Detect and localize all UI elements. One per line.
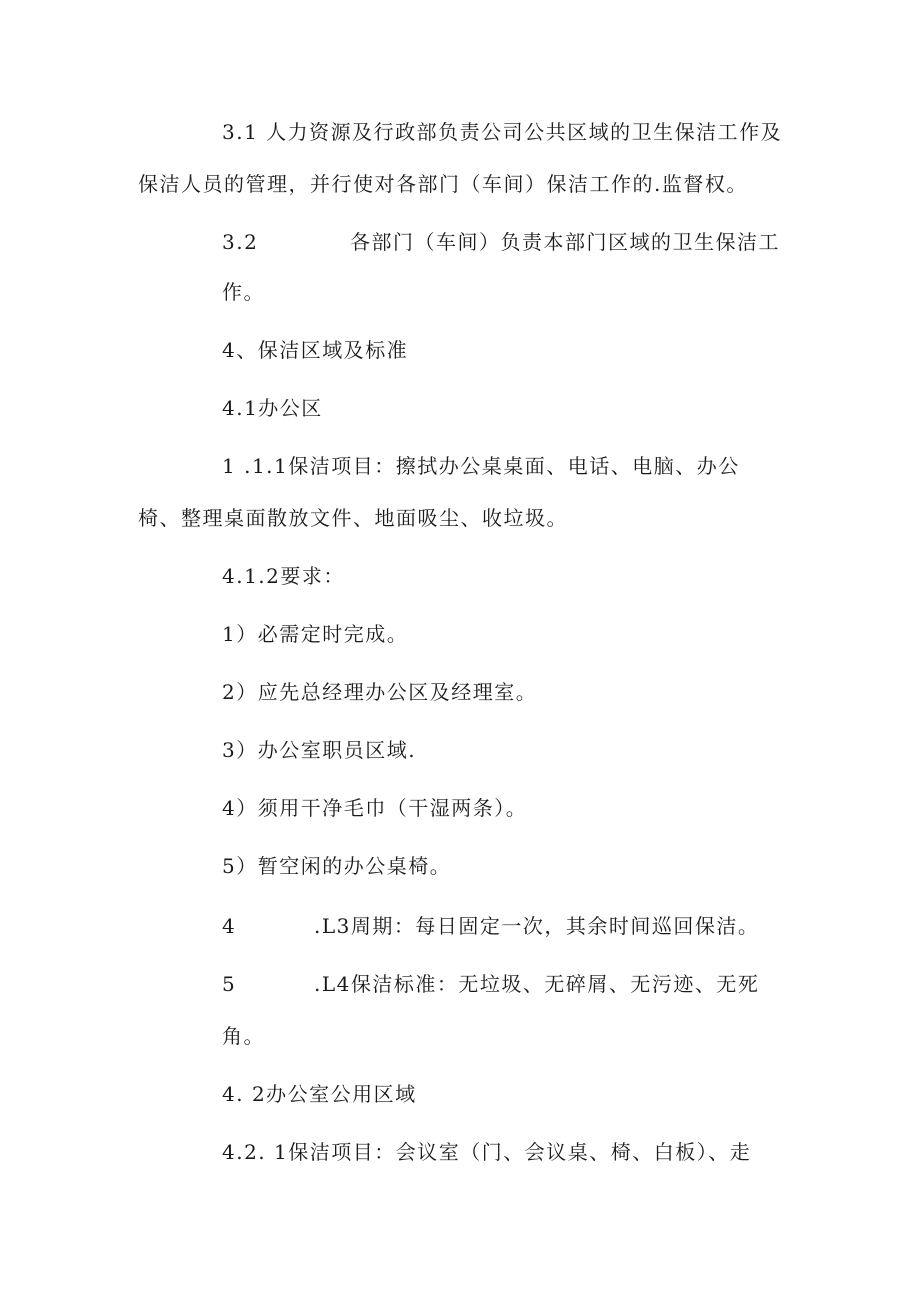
list-item: 2）应先总经理办公区及经理室。 [222, 680, 538, 704]
paragraph-line: 角。 [222, 1024, 265, 1048]
paragraph-line: 4.1.2要求： [222, 564, 345, 588]
paragraph-line: .L4保洁标准：无垃圾、无碎屑、无污迹、无死 [314, 972, 760, 996]
subsection-heading: 4.1办公区 [222, 396, 323, 420]
paragraph-line: .L3周期：每日固定一次，其余时间巡回保洁。 [314, 914, 760, 938]
list-item: 4）须用干净毛巾（干湿两条）。 [222, 796, 528, 820]
paragraph-line: 作。 [222, 280, 265, 304]
paragraph-number: 5 [222, 972, 237, 996]
paragraph-line: 椅、整理桌面散放文件、地面吸尘、收垃圾。 [138, 506, 568, 530]
paragraph-number: 4 [222, 914, 237, 938]
paragraph-line: 3.1 人力资源及行政部负责公司公共区域的卫生保洁工作及 [222, 120, 783, 144]
list-item: 1）必需定时完成。 [222, 622, 409, 646]
section-heading: 4、保洁区域及标准 [222, 338, 409, 362]
list-item: 3）办公室职员区域. [222, 738, 417, 762]
paragraph-line: 各部门（车间）负责本部门区域的卫生保洁工 [350, 230, 780, 254]
list-item: 5）暂空闲的办公桌椅。 [222, 854, 452, 878]
paragraph-number: 3.2 [222, 230, 259, 254]
paragraph-line: 保洁人员的管理，并行使对各部门（车间）保洁工作的.监督权。 [138, 172, 748, 196]
subsection-heading: 4. 2办公室公用区域 [222, 1082, 417, 1106]
paragraph-line: 1 .1.1保洁项目：擦拭办公桌桌面、电话、电脑、办公 [222, 454, 740, 478]
paragraph-line: 4.2. 1保洁项目：会议室（门、会议桌、椅、白板）、走 [222, 1140, 752, 1164]
